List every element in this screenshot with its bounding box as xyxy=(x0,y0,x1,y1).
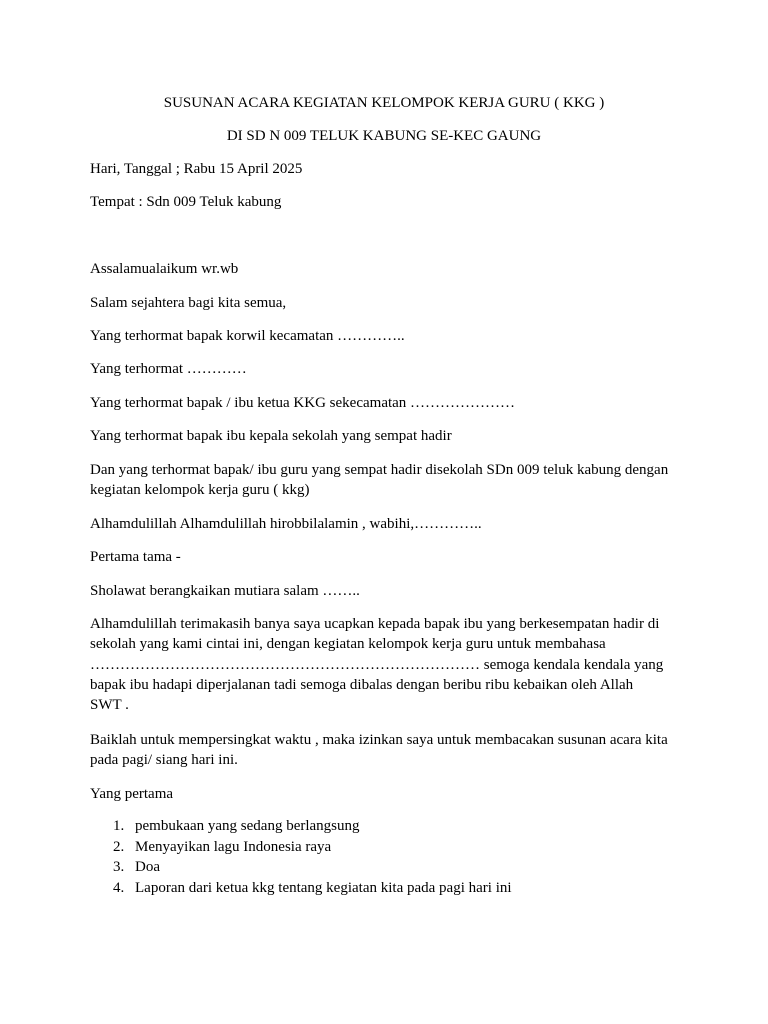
date-line: Hari, Tanggal ; Rabu 15 April 2025 xyxy=(90,161,303,177)
agenda-item-number: 2. xyxy=(113,838,125,855)
paragraph-2-line-1: Baiklah untuk mempersingkat waktu , maka izinkan saya untuk membacakan susunan acara kita xyxy=(90,732,668,748)
sholawat-line: Sholawat berangkaikan mutiara salam …….. xyxy=(90,583,360,599)
greeting-line-1: Assalamualaikum wr.wb xyxy=(90,261,239,277)
paragraph-1-line-3: …………………………………………………………………… semoga kendala kendala yang xyxy=(90,657,664,673)
yang-pertama-line: Yang pertama xyxy=(90,786,174,802)
pertama-line: Pertama tama - xyxy=(90,549,181,565)
paragraph-1-line-2: sekolah yang kami cintai ini, dengan kegiatan kelompok kerja guru untuk membahasa xyxy=(90,636,606,652)
agenda-item-number: 4. xyxy=(113,879,125,896)
address-line-5-part1: Dan yang terhormat bapak/ ibu guru yang sempat hadir disekolah SDn 009 teluk kabung dengan xyxy=(90,462,669,478)
address-line-3: Yang terhormat bapak / ibu ketua KKG sekecamatan ………………… xyxy=(90,395,516,411)
paragraph-2-line-2: pada pagi/ siang hari ini. xyxy=(90,752,238,768)
paragraph-1-line-4: bapak ibu hadapi diperjalanan tadi semoga dibalas dengan beribu ribu kebaikan oleh Allah xyxy=(90,677,634,693)
agenda-item-text: Doa xyxy=(135,859,160,875)
agenda-item-text: Menyayikan lagu Indonesia raya xyxy=(135,838,332,855)
place-line: Tempat : Sdn 009 Teluk kabung xyxy=(90,194,282,210)
paragraph-1-line-1: Alhamdulillah terimakasih banya saya ucapkan kepada bapak ibu yang berkesempatan hadir di xyxy=(90,616,660,632)
hamdalah-line: Alhamdulillah Alhamdulillah hirobbilalamin , wabihi,………….. xyxy=(90,516,482,532)
address-line-4: Yang terhormat bapak ibu kepala sekolah yang sempat hadir xyxy=(90,428,452,444)
agenda-item-text: pembukaan yang sedang berlangsung xyxy=(135,818,360,834)
paragraph-1-line-5: SWT . xyxy=(90,697,129,713)
greeting-line-2: Salam sejahtera bagi kita semua, xyxy=(90,295,287,311)
agenda-item-number: 1. xyxy=(113,818,125,834)
document-title-line1: SUSUNAN ACARA KEGIATAN KELOMPOK KERJA GURU ( KKG ) xyxy=(163,95,605,111)
document-title-line2: DI SD N 009 TELUK KABUNG SE-KEC GAUNG xyxy=(226,128,542,144)
address-line-1: Yang terhormat bapak korwil kecamatan ………….. xyxy=(90,328,405,344)
address-line-5-part2: kegiatan kelompok kerja guru ( kkg) xyxy=(90,482,310,498)
agenda-item-number: 3. xyxy=(113,859,125,875)
agenda-item-text: Laporan dari ketua kkg tentang kegiatan kita pada pagi hari ini xyxy=(135,879,512,896)
address-line-2: Yang terhormat ………… xyxy=(90,361,247,377)
